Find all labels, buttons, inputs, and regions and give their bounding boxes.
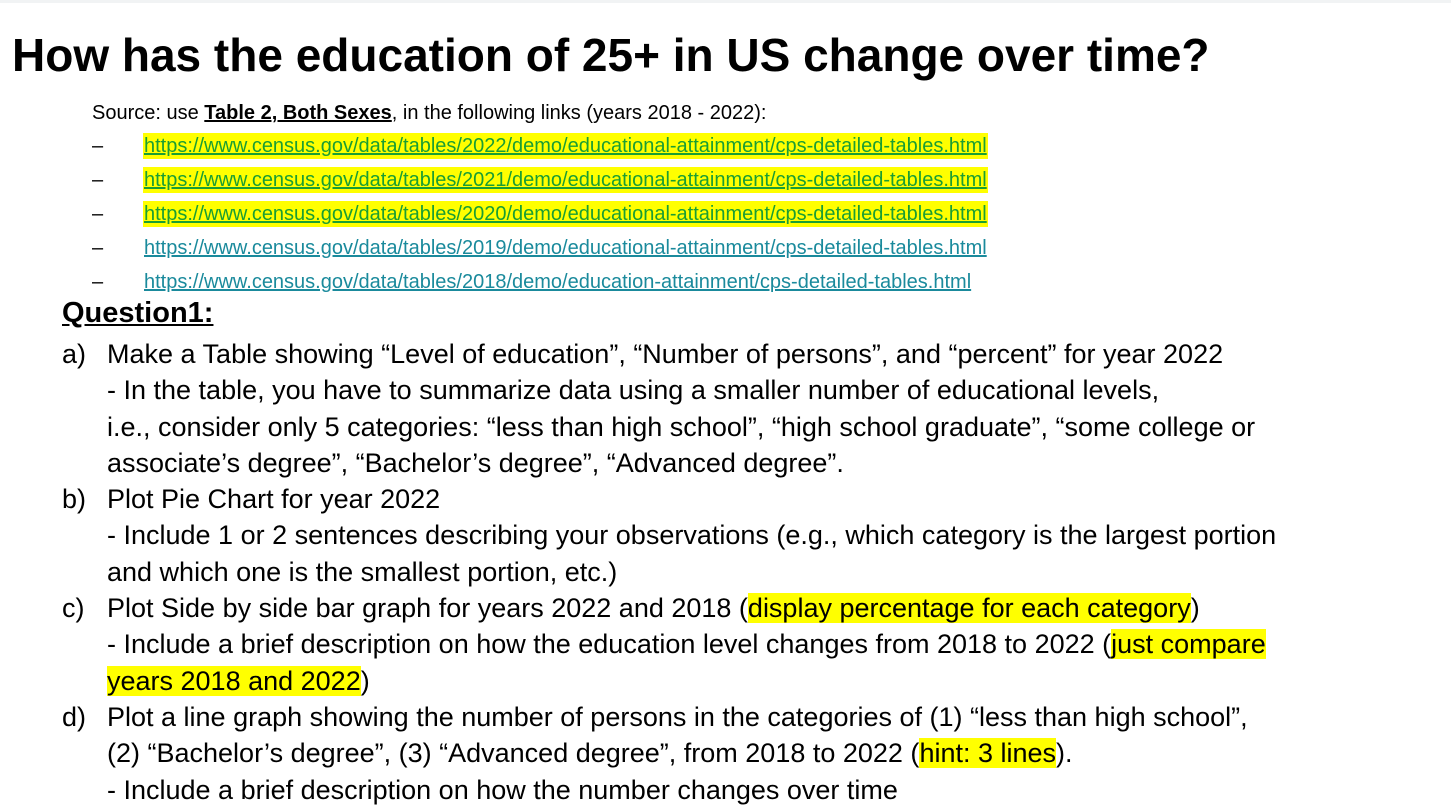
census-2021-link[interactable]: https://www.census.gov/data/tables/2021/demo/educational-attainment/cps-detailed-tables.html — [144, 169, 987, 191]
source-table-ref: Table 2, Both Sexes — [204, 102, 392, 124]
source-suffix: , in the following links (years 2018 - 2022): — [391, 102, 767, 124]
question-a-line-4: associate’s degree”, “Bachelor’s degree”, “Advanced degree”. — [107, 447, 844, 478]
census-2022-link[interactable]: https://www.census.gov/data/tables/2022/demo/educational-attainment/cps-detailed-tables.html — [144, 135, 987, 157]
question-b-line-2: - Include 1 or 2 sentences describing your observations (e.g., which category is the largest portion — [107, 520, 1277, 551]
question-c-text: ) — [1190, 593, 1200, 624]
census-2020-link[interactable]: https://www.census.gov/data/tables/2020/demo/educational-attainment/cps-detailed-tables.html — [144, 203, 987, 225]
question-marker: a) — [62, 339, 87, 369]
question-b — [62, 481, 1447, 590]
question-d-line-2 — [107, 735, 1447, 771]
question-c-text: ) — [360, 665, 370, 696]
highlighted-text: hint: 3 lines — [919, 738, 1057, 769]
census-2018-link[interactable]: https://www.census.gov/data/tables/2018/demo/education-attainment/cps-detailed-tables.html — [144, 271, 972, 293]
list-dash: – — [92, 271, 104, 293]
list-dash: – — [92, 237, 104, 259]
question-b-line-1: Plot Pie Chart for year 2022 — [107, 484, 441, 515]
list-dash: – — [92, 135, 104, 157]
census-2019-link[interactable]: https://www.census.gov/data/tables/2019/demo/educational-attainment/cps-detailed-tables.html — [144, 237, 987, 259]
question-marker: c) — [62, 593, 85, 624]
highlighted-text: just compare — [1111, 629, 1266, 660]
question-a-line-3: i.e., consider only 5 categories: “less than high school”, “high school graduate”, “some college or — [107, 411, 1256, 442]
question-list — [62, 336, 1447, 808]
question-d-line-1: Plot a line graph showing the number of persons in the categories of (1) “less than high school”, — [107, 701, 1248, 732]
top-toolbar-edge — [0, 0, 1451, 3]
question-a-line-2: - In the table, you have to summarize data using a smaller number of educational levels, — [107, 375, 1160, 406]
list-dash: – — [92, 169, 104, 191]
question-b-line-3: and which one is the smallest portion, etc.) — [107, 556, 618, 587]
list-dash: – — [92, 203, 104, 225]
source-line — [92, 101, 766, 125]
question-marker: d) — [62, 701, 87, 732]
question-c-line-1 — [107, 590, 1447, 626]
question-d — [62, 699, 1447, 808]
question-c-text: - Include a brief description on how the education level changes from 2018 to 2022 ( — [107, 629, 1112, 660]
question-d-line-3: - Include a brief description on how the number changes over time — [107, 774, 898, 805]
question-c-line-3 — [107, 663, 1447, 699]
question-c — [62, 590, 1447, 699]
question-marker: b) — [62, 484, 87, 515]
question-heading: Question1: — [62, 297, 214, 329]
question-a — [62, 336, 1447, 481]
question-d-text: (2) “Bachelor’s degree”, (3) “Advanced degree”, from 2018 to 2022 ( — [107, 738, 920, 769]
page-title: How has the education of 25+ in US change over time? — [12, 29, 1210, 81]
source-prefix: Source: use — [92, 102, 205, 124]
highlighted-text: display percentage for each category — [747, 593, 1191, 624]
question-c-text: Plot Side by side bar graph for years 2022 and 2018 ( — [107, 593, 748, 624]
question-d-text: ). — [1056, 738, 1073, 769]
question-c-line-2 — [107, 626, 1447, 662]
question-a-line-1: Make a Table showing “Level of education”, “Number of persons”, and “percent” for year 2022 — [107, 339, 1224, 369]
highlighted-text: years 2018 and 2022 — [107, 665, 361, 696]
